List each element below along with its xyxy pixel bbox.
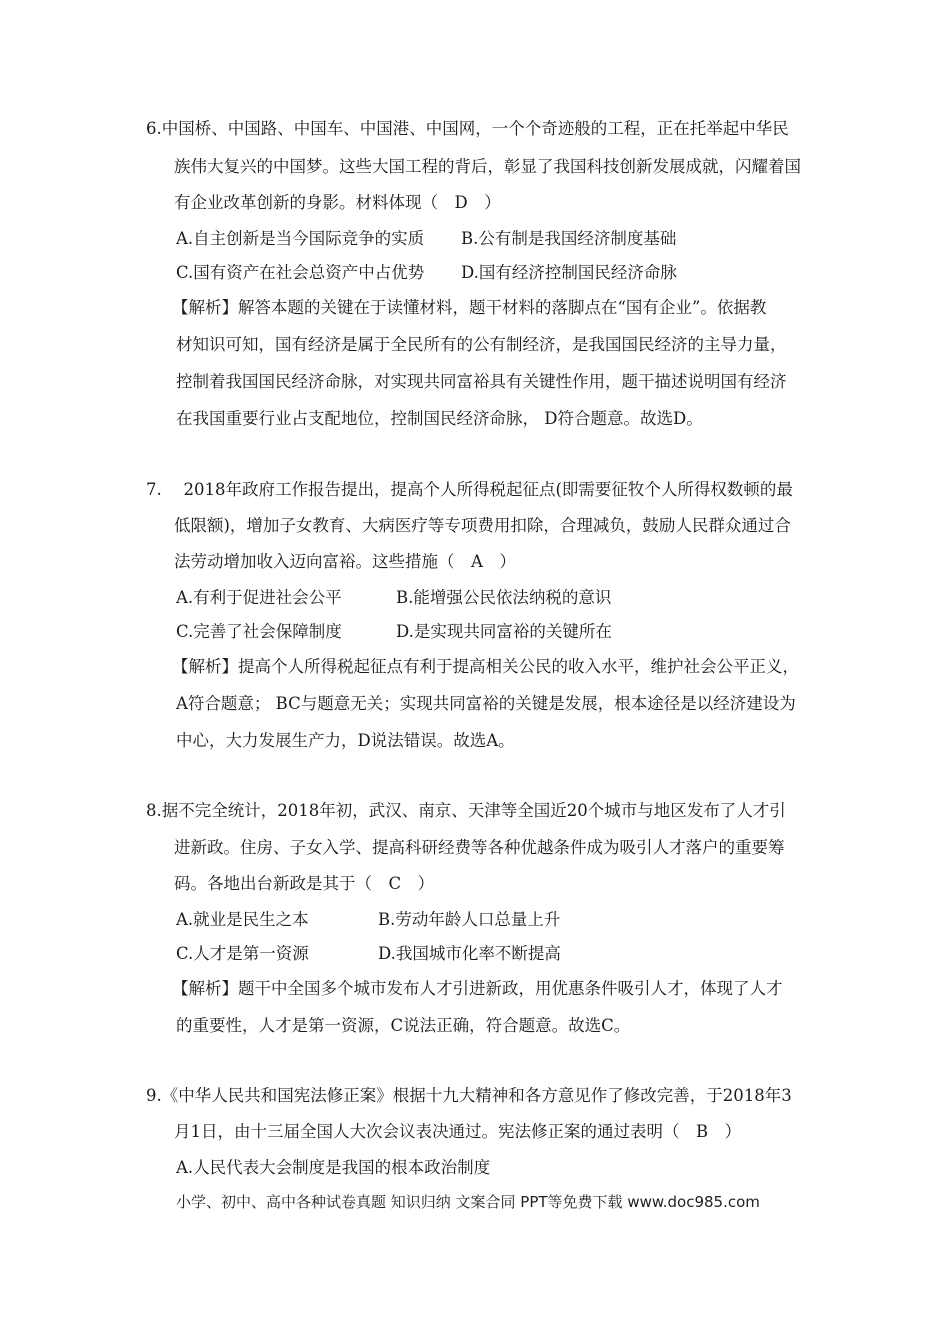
q7-option-d: D.是实现共同富裕的关键所在	[396, 622, 612, 641]
q8-option-c: C.人才是第一资源	[176, 944, 309, 963]
q6-option-d: D.国有经济控制国民经济命脉	[461, 263, 677, 282]
q7-analysis-line-2: A符合题意； BC与题意无关；实现共同富裕的关键是发展，根本途径是以经济建设为	[176, 694, 796, 713]
q8-option-b: B.劳动年龄人口总量上升	[378, 910, 561, 929]
q8-analysis-line-2: 的重要性，人才是第一资源，C说法正确，符合题意。故选C。	[176, 1016, 631, 1035]
q6-analysis-line-3: 控制着我国国民经济命脉，对实现共同富裕具有关键性作用，题干描述说明国有经济	[176, 372, 787, 391]
q8-stem-line-1: 8.据不完全统计，2018年初，武汉、南京、天津等全国近20个城市与地区发布了人才引	[146, 801, 786, 820]
q7-option-c: C.完善了社会保障制度	[176, 622, 342, 641]
q6-stem-line-3: 有企业改革创新的身影。材料体现（ D ）	[174, 193, 501, 212]
q9-stem-line-1: 9.《中华人民共和国宪法修正案》根据十九大精神和各方意见作了修改完善，于2018年3	[146, 1086, 792, 1105]
q6-analysis-line-2: 材知识可知，国有经济是属于全民所有的公有制经济，是我国国民经济的主导力量，	[176, 335, 787, 354]
q8-stem-line-2: 进新政。住房、子女入学、提高科研经费等各种优越条件成为吸引人才落户的重要筹	[174, 838, 785, 857]
q6-option-b: B.公有制是我国经济制度基础	[461, 229, 677, 248]
q8-option-a: A.就业是民生之本	[176, 910, 309, 929]
q8-option-d: D.我国城市化率不断提高	[378, 944, 561, 963]
q7-option-b: B.能增强公民依法纳税的意识	[396, 588, 612, 607]
q7-stem-line-1: 7. 2018年政府工作报告提出，提高个人所得税起征点(即需要征牧个人所得权数顿的最	[146, 480, 793, 499]
q8-analysis-line-1: 【解析】题干中全国多个城市发布人才引进新政，用优惠条件吸引人才，体现了人才	[172, 979, 783, 998]
q7-analysis-line-1: 【解析】提高个人所得税起征点有利于提高相关公民的收入水平，维护社会公平正义，	[172, 657, 799, 676]
q7-stem-line-2: 低限额)，增加子女教育、大病医疗等专项费用扣除，合理减负，鼓励人民群众通过合	[174, 516, 791, 535]
q6-analysis-line-4: 在我国重要行业占支配地位，控制国民经济命脉， D符合题意。故选D。	[176, 409, 703, 428]
q9-option-a: A.人民代表大会制度是我国的根本政治制度	[176, 1158, 491, 1177]
q6-option-a: A.自主创新是当今国际竞争的实质	[176, 229, 425, 248]
q7-option-a: A.有利于促进社会公平	[176, 588, 342, 607]
q6-option-c: C.国有资产在社会总资产中占优势	[176, 263, 425, 282]
q6-stem-line-1: 6.中国桥、中国路、中国车、中国港、中国网，一个个奇迹般的工程，正在托举起中华民	[146, 119, 789, 138]
q7-analysis-line-3: 中心，大力发展生产力，D说法错误。故选A。	[176, 731, 515, 750]
q6-analysis-line-1: 【解析】解答本题的关键在于读懂材料，题干材料的落脚点在“国有企业”。依据教	[172, 298, 767, 317]
q8-stem-line-3: 码。各地出台新政是其于（ C ）	[174, 874, 435, 893]
page-footer: 小学、初中、高中各种试卷真题 知识归纳 文案合同 PPT等免费下载 www.doc985.com	[176, 1193, 760, 1211]
q6-stem-line-2: 族伟大复兴的中国梦。这些大国工程的背后，彰显了我国科技创新发展成就，闪耀着国	[174, 157, 801, 176]
q9-stem-line-2: 月1日，由十三届全国人大次会议表决通过。宪法修正案的通过表明（ B ）	[174, 1122, 742, 1141]
q7-stem-line-3: 法劳动增加收入迈向富裕。这些措施（ A ）	[174, 552, 516, 571]
